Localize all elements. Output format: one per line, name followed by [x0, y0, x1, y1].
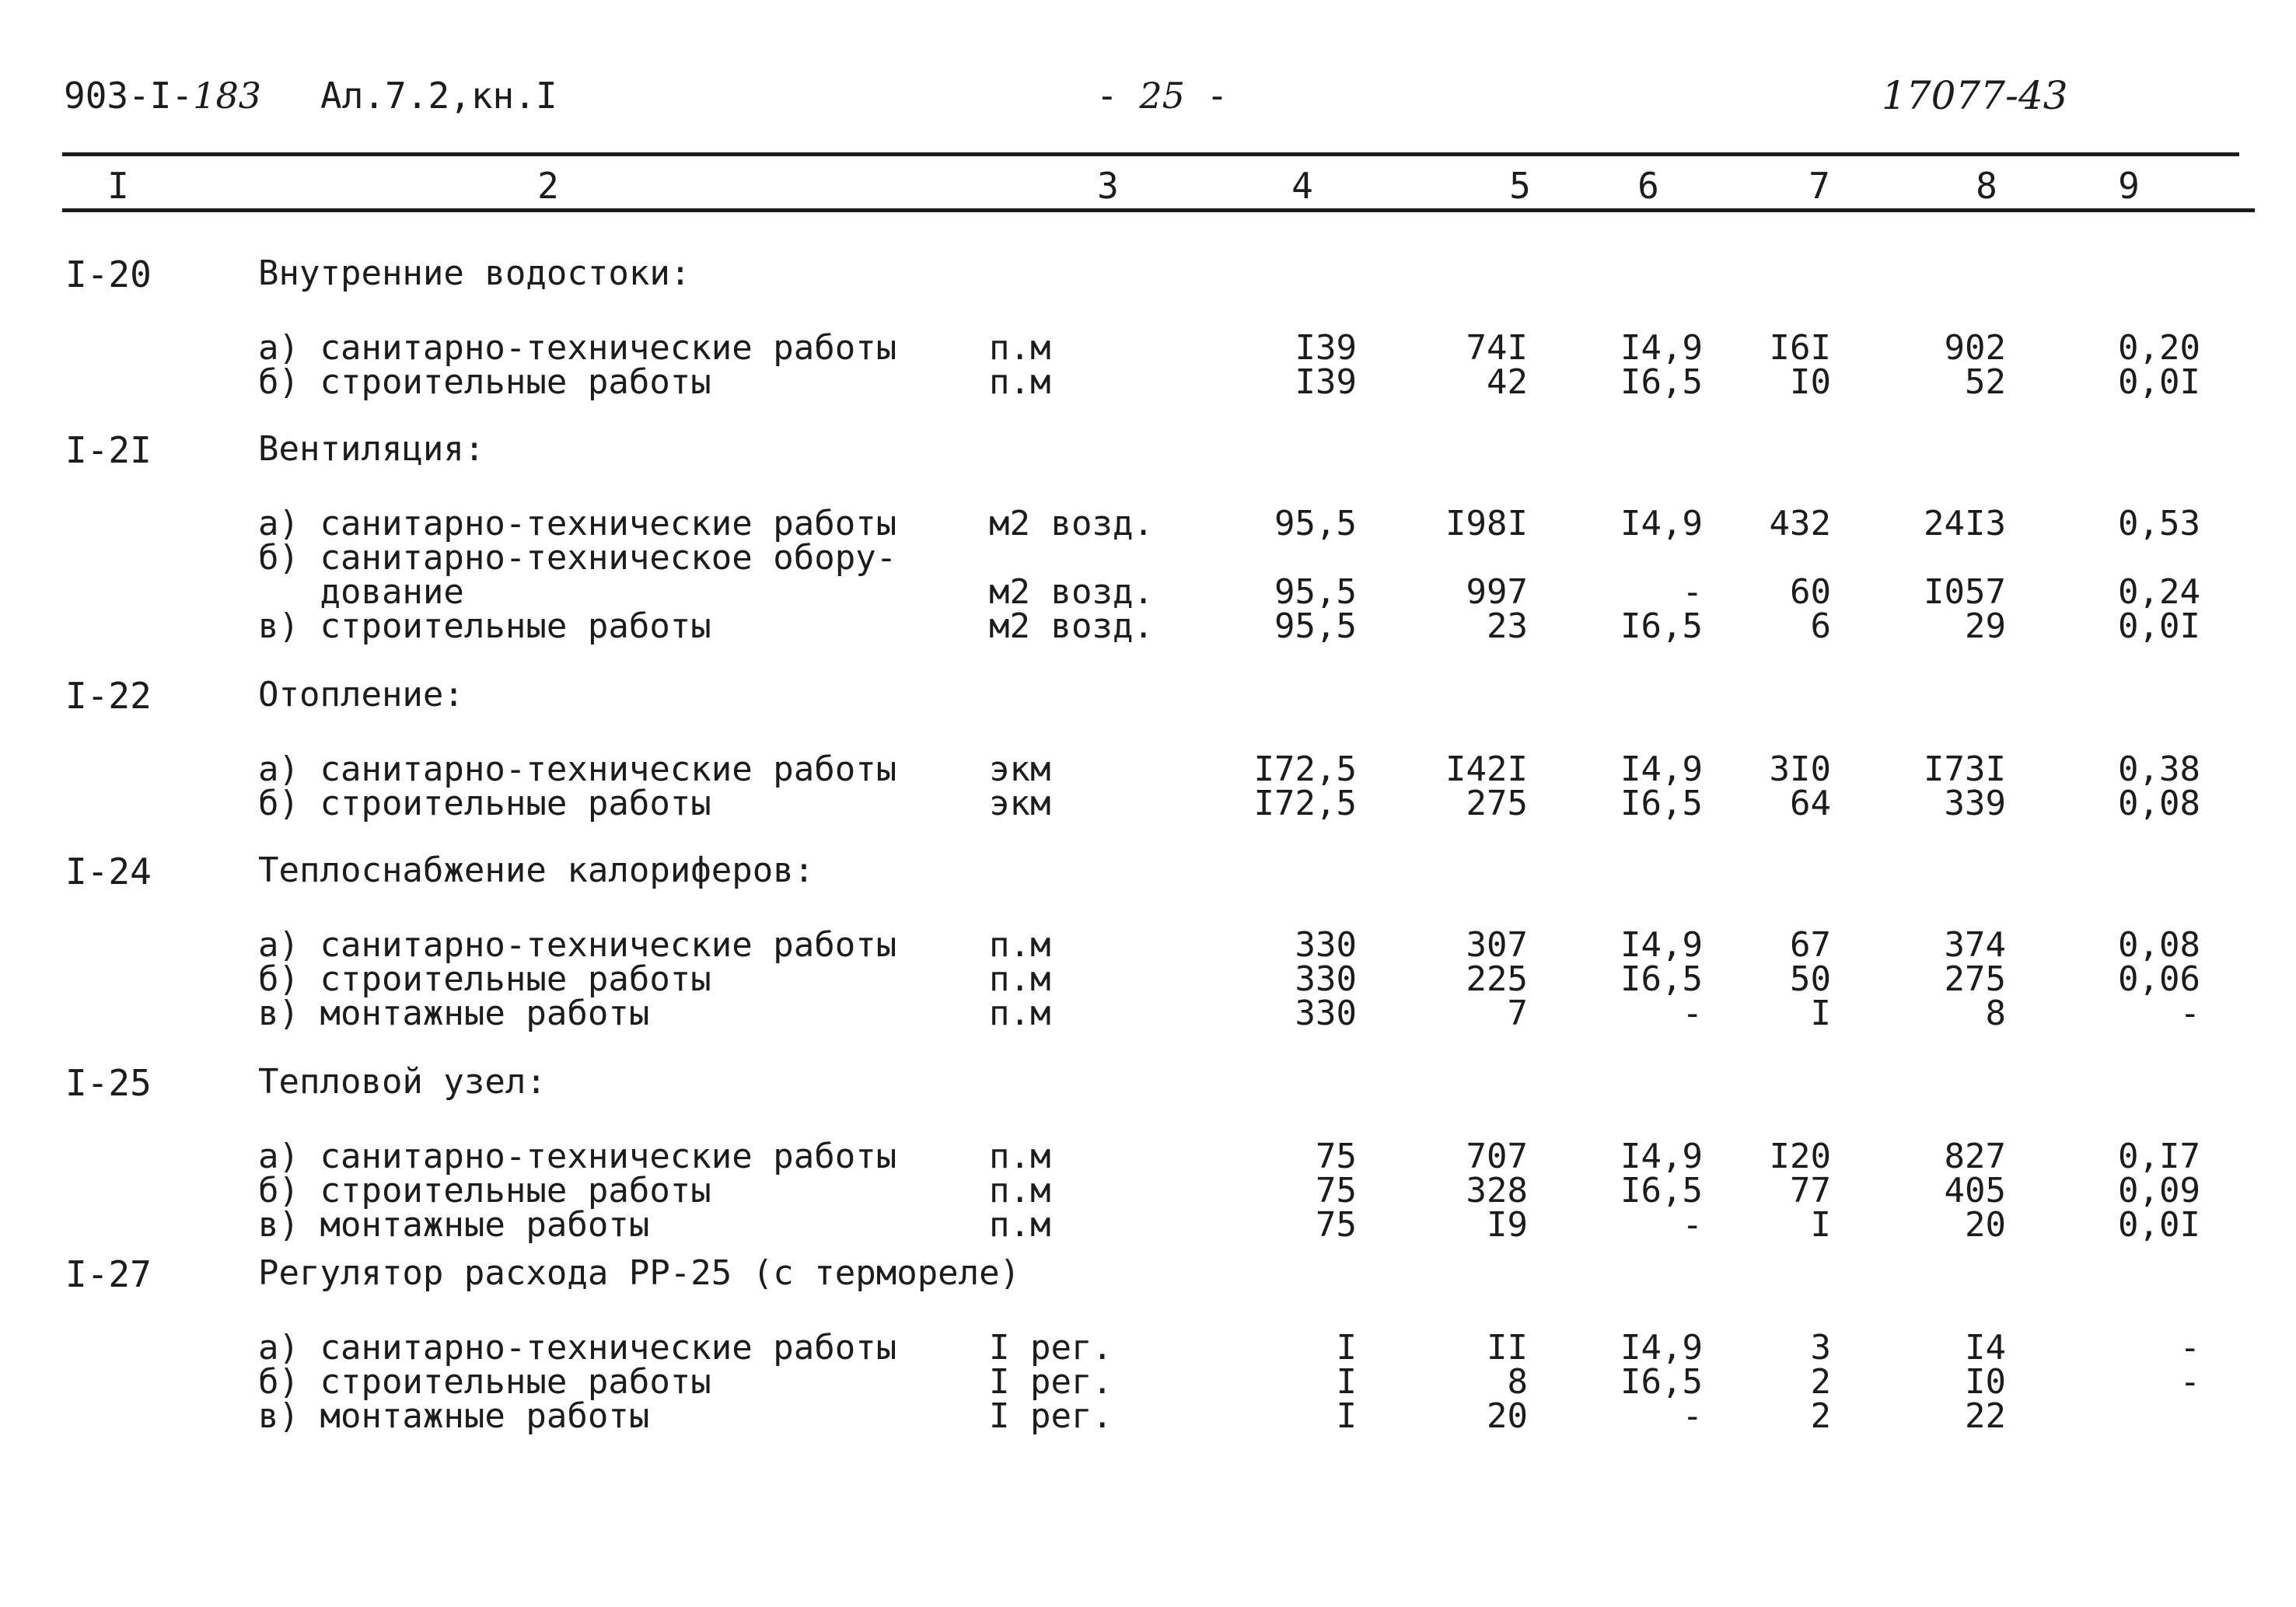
- item-value-c8: 902: [1944, 328, 2006, 368]
- item-value-c5: I42I: [1445, 749, 1528, 789]
- section-title: Вентиляция:: [258, 429, 485, 469]
- item-value-c8: 20: [1965, 1205, 2006, 1245]
- document-code-prefix: 903-I-: [64, 75, 194, 117]
- item-unit: м2 возд.: [989, 606, 1154, 646]
- section-code: I-2I: [65, 429, 152, 471]
- item-value-c6: I6,5: [1620, 362, 1703, 402]
- item-value-c7: 3I0: [1769, 749, 1831, 789]
- item-value-c6: I4,9: [1620, 1137, 1703, 1176]
- item-unit: п.м: [989, 362, 1051, 402]
- item-value-c6: I6,5: [1620, 1362, 1703, 1402]
- item-value-c8: I0: [1965, 1362, 2006, 1402]
- item-value-c9: -: [2179, 1362, 2200, 1402]
- item-value-c4: I39: [1295, 362, 1357, 402]
- item-value-c8: 374: [1944, 925, 2006, 965]
- item-value-c6: I4,9: [1620, 328, 1703, 368]
- item-value-c8: 8: [1985, 994, 2006, 1033]
- item-value-c4: I72,5: [1253, 784, 1357, 823]
- item-unit: I рег.: [989, 1328, 1113, 1368]
- header-rule-top: [62, 152, 2239, 156]
- column-number: I: [107, 165, 129, 207]
- item-value-c5: I98I: [1445, 504, 1528, 543]
- document-code: [64, 75, 261, 117]
- item-value-c4: I: [1336, 1328, 1357, 1368]
- item-value-c6: I6,5: [1620, 784, 1703, 823]
- item-value-c7: 60: [1790, 572, 1831, 612]
- item-value-c7: I: [1810, 1205, 1831, 1245]
- item-label: а) санитарно-технические работы: [258, 1328, 897, 1368]
- item-value-c9: 0,20: [2118, 328, 2200, 368]
- item-value-c5: 275: [1466, 784, 1528, 823]
- item-value-c9: 0,09: [2118, 1171, 2200, 1210]
- item-value-c7: 2: [1810, 1396, 1831, 1436]
- item-unit: м2 возд.: [989, 572, 1154, 612]
- item-value-c6: I4,9: [1620, 504, 1703, 543]
- item-value-c8: 52: [1965, 362, 2006, 402]
- inventory-number: 17077-43: [1882, 73, 2068, 118]
- item-value-c4: I: [1336, 1396, 1357, 1436]
- item-unit: п.м: [989, 994, 1051, 1033]
- item-value-c8: 405: [1944, 1171, 2006, 1210]
- item-label: а) санитарно-технические работы: [258, 925, 897, 965]
- item-label: б) санитарно-техническое обору-: [258, 538, 897, 578]
- item-label: в) монтажные работы: [258, 1205, 650, 1245]
- item-value-c9: 0,0I: [2118, 1205, 2200, 1245]
- item-value-c7: 432: [1769, 504, 1831, 543]
- item-value-c7: 2: [1810, 1362, 1831, 1402]
- item-value-c5: 20: [1487, 1396, 1528, 1436]
- section-code: I-20: [65, 253, 152, 295]
- item-value-c8: I73I: [1924, 749, 2006, 789]
- page-number: - 25 -: [1096, 75, 1228, 117]
- header-rule-bottom: [62, 208, 2255, 212]
- item-value-c7: I: [1810, 994, 1831, 1033]
- item-value-c4: 330: [1295, 925, 1357, 965]
- item-value-c7: 50: [1790, 959, 1831, 999]
- item-value-c6: I4,9: [1620, 749, 1703, 789]
- item-value-c6: -: [1682, 1205, 1703, 1245]
- section-code: I-24: [65, 851, 152, 893]
- item-value-c5: 225: [1466, 959, 1528, 999]
- item-unit: м2 возд.: [989, 504, 1154, 543]
- item-unit: п.м: [989, 328, 1051, 368]
- item-value-c4: 330: [1295, 994, 1357, 1033]
- item-label: б) строительные работы: [258, 959, 711, 999]
- item-value-c7: I0: [1790, 362, 1831, 402]
- item-value-c4: 330: [1295, 959, 1357, 999]
- column-number: 2: [537, 165, 559, 207]
- column-number: 4: [1291, 165, 1313, 207]
- item-value-c4: 75: [1316, 1205, 1357, 1245]
- item-label: б) строительные работы: [258, 1362, 711, 1402]
- item-value-c5: I9: [1487, 1205, 1528, 1245]
- item-value-c8: 29: [1965, 606, 2006, 646]
- item-value-c6: I6,5: [1620, 606, 1703, 646]
- item-value-c8: 22: [1965, 1396, 2006, 1436]
- item-value-c5: 23: [1487, 606, 1528, 646]
- section-title: Регулятор расхода РР-25 (с термореле): [258, 1253, 1021, 1293]
- section-title: Отопление:: [258, 675, 464, 714]
- item-unit: экм: [989, 784, 1051, 823]
- column-number: 3: [1097, 165, 1119, 207]
- section-code: I-25: [65, 1062, 152, 1104]
- section-code: I-27: [65, 1253, 152, 1295]
- item-unit: п.м: [989, 1171, 1051, 1210]
- item-value-c7: 3: [1810, 1328, 1831, 1368]
- item-value-c8: 24I3: [1924, 504, 2006, 543]
- item-unit: п.м: [989, 925, 1051, 965]
- item-label: б) строительные работы: [258, 784, 711, 823]
- item-label: б) строительные работы: [258, 1171, 711, 1210]
- item-value-c7: 6: [1810, 606, 1831, 646]
- item-label: в) монтажные работы: [258, 994, 650, 1033]
- item-value-c5: 7: [1507, 994, 1528, 1033]
- item-value-c5: 707: [1466, 1137, 1528, 1176]
- item-value-c4: I: [1336, 1362, 1357, 1402]
- item-label: в) монтажные работы: [258, 1396, 650, 1436]
- item-unit: I рег.: [989, 1362, 1113, 1402]
- item-unit: п.м: [989, 959, 1051, 999]
- item-value-c5: 8: [1507, 1362, 1528, 1402]
- item-label: в) строительные работы: [258, 606, 711, 646]
- item-value-c8: 275: [1944, 959, 2006, 999]
- item-label: а) санитарно-технические работы: [258, 504, 897, 543]
- item-value-c8: I057: [1924, 572, 2006, 612]
- column-number: 7: [1808, 165, 1830, 207]
- item-value-c6: I4,9: [1620, 925, 1703, 965]
- item-value-c9: 0,08: [2118, 784, 2200, 823]
- item-unit: п.м: [989, 1137, 1051, 1176]
- item-value-c6: I6,5: [1620, 959, 1703, 999]
- item-label: а) санитарно-технические работы: [258, 328, 897, 368]
- column-number: 6: [1637, 165, 1659, 207]
- column-number: 8: [1976, 165, 1997, 207]
- section-title: Тепловой узел:: [258, 1062, 547, 1102]
- item-value-c9: 0,53: [2118, 504, 2200, 543]
- item-value-c5: 42: [1487, 362, 1528, 402]
- document-code-handwritten: 183: [193, 75, 261, 117]
- item-value-c9: 0,24: [2118, 572, 2200, 612]
- item-value-c9: 0,06: [2118, 959, 2200, 999]
- item-value-c9: 0,0I: [2118, 362, 2200, 402]
- item-value-c4: I39: [1295, 328, 1357, 368]
- item-label: б) строительные работы: [258, 362, 711, 402]
- item-value-c4: 95,5: [1274, 606, 1357, 646]
- item-value-c4: 95,5: [1274, 572, 1357, 612]
- item-value-c6: -: [1682, 572, 1703, 612]
- page-number-value: 25: [1139, 75, 1185, 117]
- item-value-c6: -: [1682, 1396, 1703, 1436]
- item-value-c5: II: [1487, 1328, 1528, 1368]
- item-value-c9: 0,08: [2118, 925, 2200, 965]
- section-title: Внутренние водостоки:: [258, 253, 691, 293]
- item-unit: экм: [989, 749, 1051, 789]
- item-value-c9: 0,38: [2118, 749, 2200, 789]
- item-unit: I рег.: [989, 1396, 1113, 1436]
- item-value-c7: I20: [1769, 1137, 1831, 1176]
- section-title: Теплоснабжение калориферов:: [258, 851, 815, 890]
- section-code: I-22: [65, 675, 152, 717]
- item-value-c4: 95,5: [1274, 504, 1357, 543]
- item-value-c7: I6I: [1769, 328, 1831, 368]
- item-value-c6: I4,9: [1620, 1328, 1703, 1368]
- item-value-c6: -: [1682, 994, 1703, 1033]
- item-value-c6: I6,5: [1620, 1171, 1703, 1210]
- item-label: а) санитарно-технические работы: [258, 1137, 897, 1176]
- item-label: дование: [258, 572, 464, 612]
- item-value-c5: 307: [1466, 925, 1528, 965]
- item-value-c8: 339: [1944, 784, 2006, 823]
- column-number: 9: [2118, 165, 2140, 207]
- item-value-c5: 997: [1466, 572, 1528, 612]
- item-value-c9: -: [2179, 994, 2200, 1033]
- item-value-c5: 74I: [1466, 328, 1528, 368]
- item-label: а) санитарно-технические работы: [258, 749, 897, 789]
- item-value-c9: 0,I7: [2118, 1137, 2200, 1176]
- item-value-c4: 75: [1316, 1137, 1357, 1176]
- item-value-c7: 77: [1790, 1171, 1831, 1210]
- item-unit: п.м: [989, 1205, 1051, 1245]
- item-value-c9: -: [2179, 1328, 2200, 1368]
- item-value-c7: 67: [1790, 925, 1831, 965]
- item-value-c9: 0,0I: [2118, 606, 2200, 646]
- item-value-c5: 328: [1466, 1171, 1528, 1210]
- item-value-c7: 64: [1790, 784, 1831, 823]
- item-value-c8: I4: [1965, 1328, 2006, 1368]
- album-reference: Ал.7.2,кн.I: [320, 75, 557, 117]
- column-number: 5: [1509, 165, 1531, 207]
- item-value-c4: I72,5: [1253, 749, 1357, 789]
- item-value-c8: 827: [1944, 1137, 2006, 1176]
- item-value-c4: 75: [1316, 1171, 1357, 1210]
